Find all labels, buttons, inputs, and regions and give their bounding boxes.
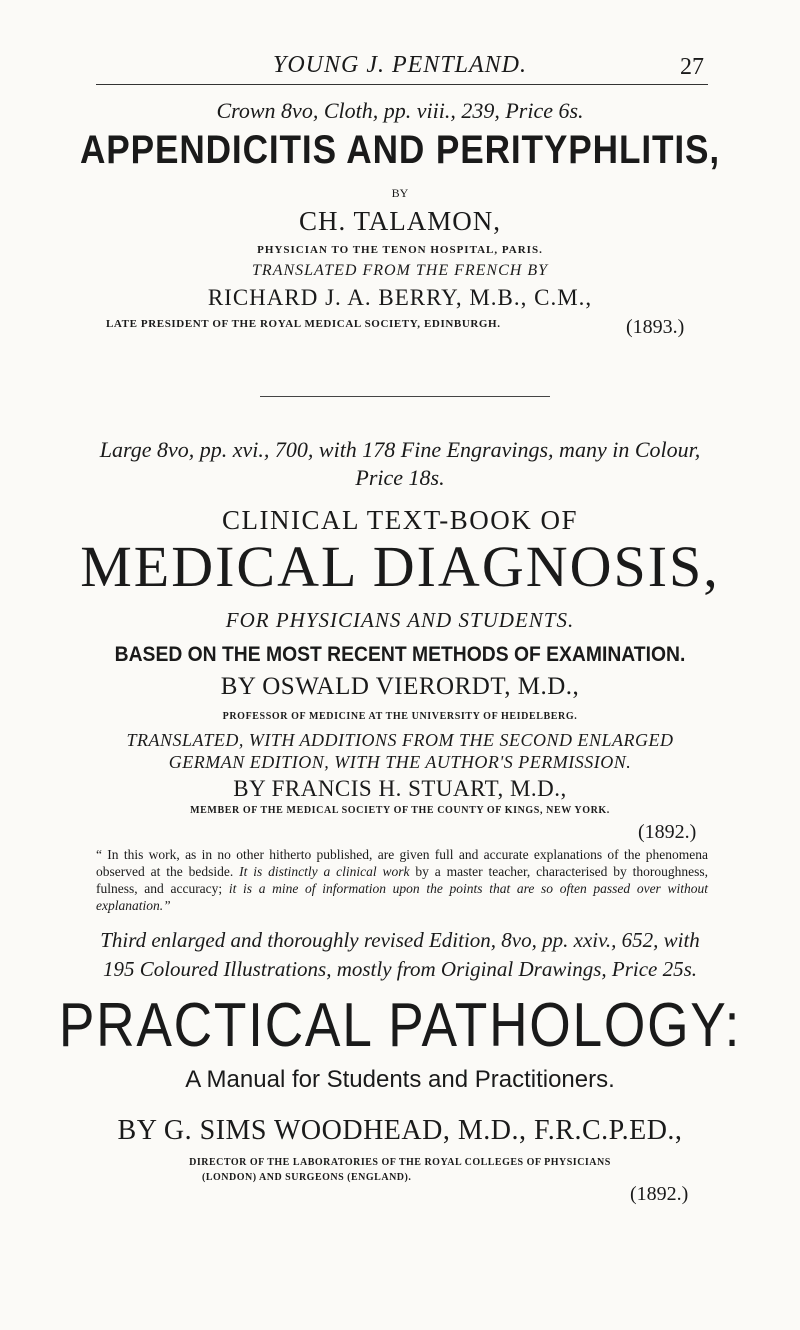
book3-format-line-1: Third enlarged and thoroughly revised Edition, 8vo, pp. xxiv., 652, with: [100, 928, 700, 952]
book1-by: BY: [391, 186, 409, 200]
book2-author: BY OSWALD VIERORDT, M.D.,: [220, 673, 580, 700]
page-number: 27: [680, 54, 704, 80]
book2-translator: BY FRANCIS H. STUART, M.D.,: [233, 776, 567, 801]
quote-text-4: it is a mine of information upon the points that are so often passed over without explanation.”: [96, 881, 708, 913]
book3-year: (1892.): [630, 1183, 689, 1205]
book2-format-line-1: Large 8vo, pp. xvi., 700, with 178 Fine Engravings, many in Colour,: [99, 437, 701, 462]
book3-format-line-2: 195 Coloured Illustrations, mostly from Original Drawings, Price 25s.: [102, 957, 698, 981]
quote-text-3: by a master teacher, characterised by thoroughness, fulness, and accuracy;: [96, 864, 709, 896]
section-divider: [260, 396, 550, 397]
book2-subtitle: FOR PHYSICIANS AND STUDENTS.: [225, 608, 575, 632]
book2-review-quote: [96, 846, 708, 914]
quote-text-2: It is distinctly a clinical work: [239, 864, 410, 879]
book1-translator-affiliation: LATE PRESIDENT OF THE ROYAL MEDICAL SOCIETY, EDINBURGH.: [106, 318, 501, 330]
book3-author-affiliation-1: DIRECTOR OF THE LABORATORIES OF THE ROYAL COLLEGES OF PHYSICIANS: [189, 1157, 611, 1168]
book2-title-line-2: MEDICAL DIAGNOSIS,: [80, 534, 720, 599]
book3-author: BY G. SIMS WOODHEAD, M.D., F.R.C.P.ED.,: [117, 1115, 683, 1146]
book2-translated-line-1: TRANSLATED, WITH ADDITIONS FROM THE SECOND ENLARGED: [126, 730, 674, 750]
running-header: YOUNG J. PENTLAND.: [272, 52, 528, 78]
book2-title-line-1: CLINICAL TEXT-BOOK OF: [221, 505, 578, 535]
book1-translated-by: TRANSLATED FROM THE FRENCH BY: [252, 262, 548, 279]
book1-translator: RICHARD J. A. BERRY, M.B., C.M.,: [207, 285, 593, 310]
header-rule: [96, 84, 708, 85]
book3-author-affiliation-2: (LONDON) AND SURGEONS (ENGLAND).: [202, 1172, 412, 1183]
book2-author-affiliation: PROFESSOR OF MEDICINE AT THE UNIVERSITY OF HEIDELBERG.: [222, 711, 578, 722]
book1-author: CH. TALAMON,: [298, 206, 502, 236]
quote-text-1: “ In this work, as in no other hitherto published, are given full and accurate explanations of the phenomena observed at the bedside.: [96, 847, 708, 879]
book3-subtitle: A Manual for Students and Practitioners.: [185, 1066, 615, 1093]
book2-year: (1892.): [638, 821, 697, 843]
book1-author-affiliation: PHYSICIAN TO THE TENON HOSPITAL, PARIS.: [257, 244, 543, 256]
book2-translated-line-2: GERMAN EDITION, WITH THE AUTHOR'S PERMISSION.: [168, 752, 632, 772]
book2-translator-affiliation: MEMBER OF THE MEDICAL SOCIETY OF THE COUNTY OF KINGS, NEW YORK.: [190, 805, 610, 816]
book1-format-line: Crown 8vo, Cloth, pp. viii., 239, Price 6s.: [216, 98, 584, 123]
book1-title: APPENDICITIS AND PERITYPHLITIS,: [79, 128, 721, 172]
book1-year: (1893.): [626, 316, 685, 338]
book2-format-line-2: Price 18s.: [355, 465, 445, 490]
book3-title: PRACTICAL PATHOLOGY:: [58, 991, 742, 1060]
book2-basis: BASED ON THE MOST RECENT METHODS OF EXAMINATION.: [114, 643, 686, 666]
